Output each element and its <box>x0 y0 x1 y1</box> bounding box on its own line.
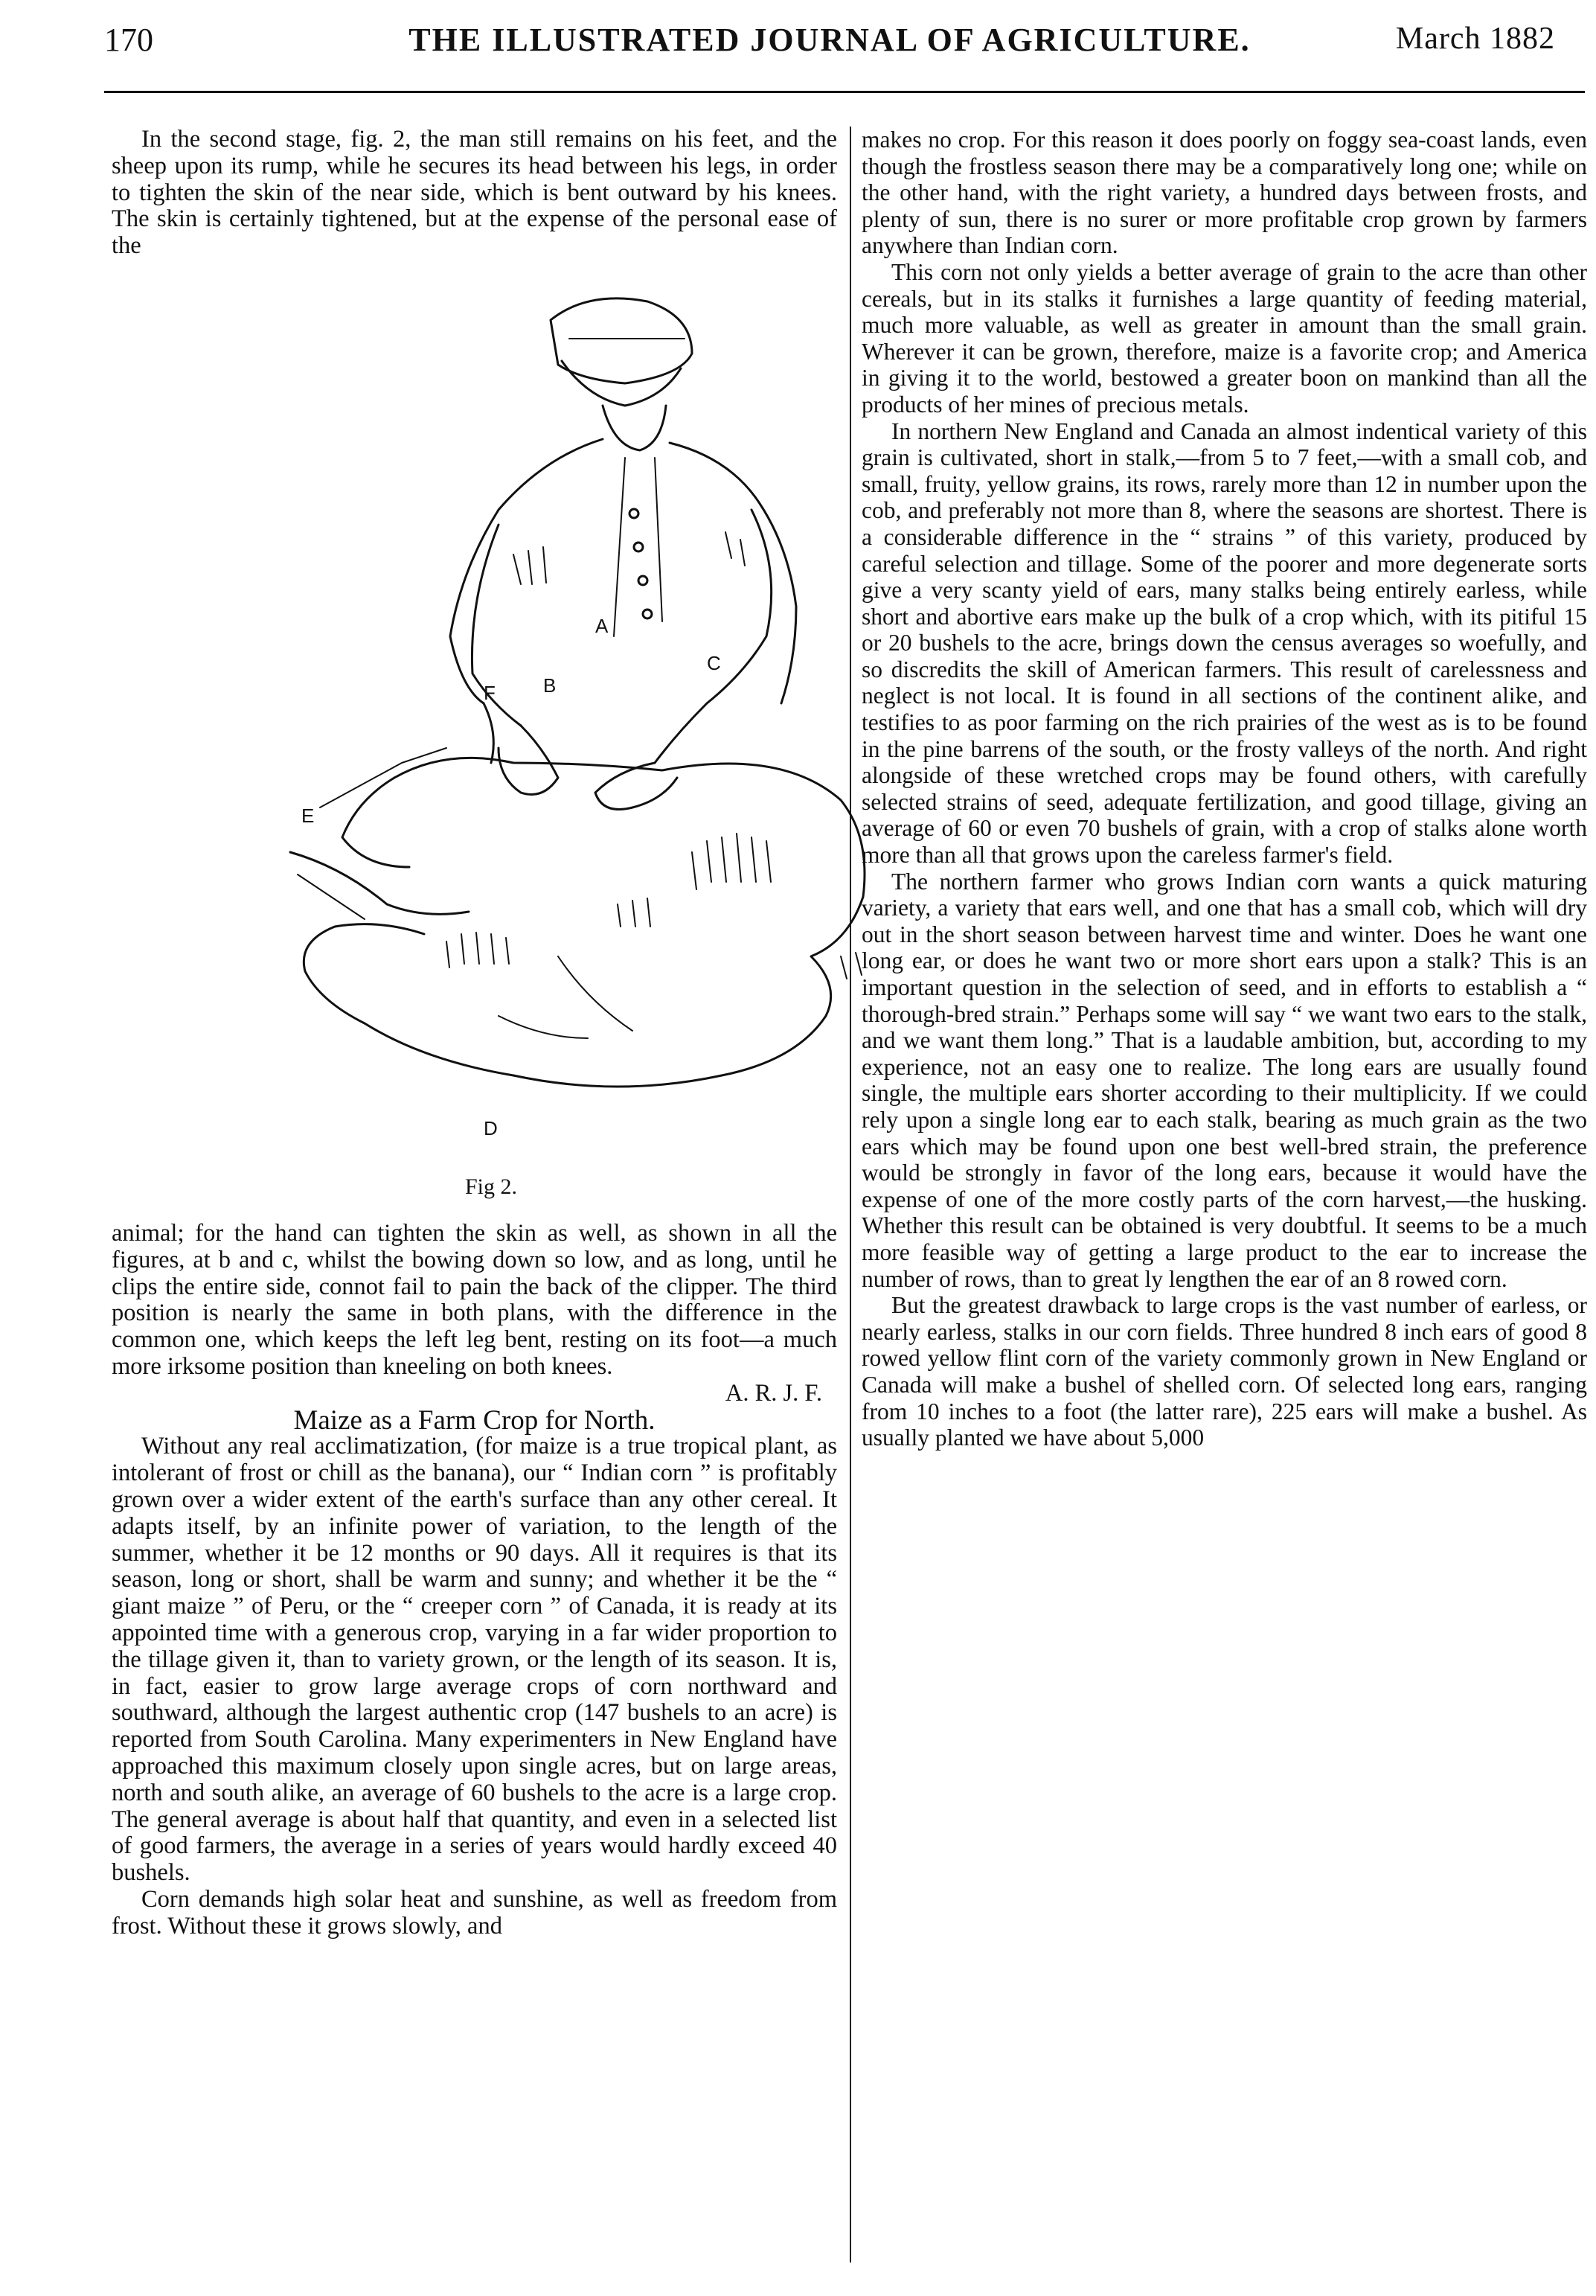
issue-date: March 1882 <box>1395 22 1555 56</box>
figure-label-e: E <box>301 805 315 827</box>
figure-label-a: A <box>595 615 609 637</box>
page-number: 170 <box>104 22 153 58</box>
right-paragraph-4: The northern farmer who grows Indian corn wants a quick maturing variety, a variety that ears well, and one that has a small cob, which will dry out in the short season between harvest time and winter. Does he want one long ear, or does he want two or more short ears upon a stalk? This is an important question in the selection of seed, and in efforts to establish a “ thorough-bred strain.” Perhaps some will say “ we want two ears to the stalk, and we want them long.” That is a laudable ambition, but, according to my experience, not an easy one to realize. The long ears are usually found single, the multiple ears shorter according to their multiplicity. If we could rely upon a single long ear to each stalk, bearing as much grain as the two ears which may be found upon one best well-bred strain, the preference would be strongly in favor of the long ears, because it would have the expense of one of the more costly parts of the corn harvest,—the husking. Whether this result can be obtained is very doubtful. It seems to be a much more feasible way of getting a large product to the ear to increase the number of rows, than to great ly lengthen the ear of an 8 rowed corn. <box>862 868 1587 1292</box>
right-paragraph-2: This corn not only yields a better average of grain to the acre than other cereals, but in its stalks it furnishes a large quantity of feeding material, much more valuable, as well as greater in amount than the small grain. Wherever it can be grown, therefore, maize is a favorite crop; and America in giving it to the world, bestowed a greater boon on mankind than all the products of her mines of precious metals. <box>862 258 1587 418</box>
left-paragraph-3: Without any real acclimatization, (for maize is a true tropical plant, as intolerant of frost or chill as the banana), our “ Indian corn ” is profitably grown over a wider extent of the earth's surface than any other cereal. It adapts itself, by an infinite power of variation, to the length of the summer, whether it be 12 months or 90 days. All it requires is that its season, long or short, shall be warm and sunny; and whether it be the “ giant maize ” of Peru, or the “ creeper corn ” of Canada, it is ready at its appointed time with a generous crop, varying in a far wider proportion to the tillage given it, than to variety grown, or the length of its season. It is, in fact, easier to grow large average crops of corn northward and southward, although the largest authentic crop (147 bushels to an acre) is reported from South Carolina. Many experimenters in New England have approached this maximum closely upon single acres, but on large areas, north and south alike, an average of 60 bushels to the acre is a large crop. The general average is about half that quantity, and even in a selected list of good farmers, the average in a series of years would hardly exceed 40 bushels. <box>112 1433 837 1887</box>
left-column-top <box>112 127 837 260</box>
journal-title: THE ILLUSTRATED JOURNAL OF AGRICULTURE. <box>408 22 1251 58</box>
page-header <box>104 21 1555 73</box>
left-paragraph-1: In the second stage, fig. 2, the man still remains on his feet, and the sheep upon its rump, while he secures its head between his legs, in order to tighten the skin of the near side, which is bent outward by his knees. The skin is certainly tightened, but at the expense of the personal ease of the <box>112 126 837 260</box>
figure-caption: Fig 2. <box>464 1174 518 1199</box>
header-rule <box>104 91 1585 93</box>
right-paragraph-1: makes no crop. For this reason it does poorly on foggy sea-coast lands, even though the frostless season there may be a comparatively long one; while on the other hand, with the right variety, a hundred days between frosts, and plenty of sun, there is no surer or more profitable crop grown by farmers anywhere than Indian corn. <box>862 127 1587 259</box>
left-paragraph-2: animal; for the hand can tighten the skin as well, as shown in all the figures, at b and c, whilst the bowing down so low, and as long, until he clips the entire side, connot fail to pain the back of the clipper. The third position is nearly the same in both plans, with the difference in the common one, which keeps the left leg bent, resting on its foot—a much more irksome position than kneeling on both knees. <box>112 1220 837 1380</box>
right-paragraph-5: But the greatest drawback to large crops is the vast number of earless, or nearly earless, stalks in our corn fields. Three hundred 8 inch ears of good 8 rowed yellow flint corn of the variety commonly grown in New England or Canada will make a bushel of shelled corn. Of selected long ears, ranging from 10 inches to a foot (the latter rare), 225 ears will make a bushel. As usually planted we have about 5,000 <box>862 1292 1587 1451</box>
figure-label-c: C <box>707 652 721 674</box>
right-column <box>862 127 1587 1451</box>
figure-label-b: B <box>543 674 557 697</box>
left-column-bottom <box>112 1221 837 1940</box>
left-paragraph-4: Corn demands high solar heat and sunshine, as well as freedom from frost. Without these it grows slowly, and <box>112 1885 837 1940</box>
author-signature: A. R. J. F. <box>725 1379 822 1407</box>
figure-label-f: F <box>484 682 496 704</box>
right-paragraph-3: In northern New England and Canada an almost indentical variety of this grain is cultivated, short in stalk,—from 5 to 7 feet,—with a small cob, and small, fruity, yellow grains, its rows, rarely more than 12 in number upon the cob, and preferably not more than 8, where the seasons are shortest. There is a considerable difference in the “ strains ” of this variety, produced by careful selection and tillage. Some of the poorer and more degenerate sorts give a very scanty yield of ears, many stalks being entirely earless, while short and abortive ears make up the bulk of a crop which, with its pitiful 15 or 20 bushels to the acre, brings down the census averages so woefully, and so discredits the skill of American farmers. This result of carelessness and neglect is not local. It is found in all sections of the continent alike, and testifies to as poor farming on the rich prairies of the west as is to be found in the pine barrens of the south, or the frosty valleys of the north. And right alongside of these wretched crops may be found others, with carefully selected strains of seed, adequate fertilization, and good tillage, giving an average of 60 or even 70 bushels of grain, with a crop of stalks alone worth more than all that grows upon the careless farmer's field. <box>862 418 1587 869</box>
article-heading: Maize as a Farm Crop for North. <box>293 1404 656 1436</box>
figure-label-d: D <box>484 1117 498 1139</box>
